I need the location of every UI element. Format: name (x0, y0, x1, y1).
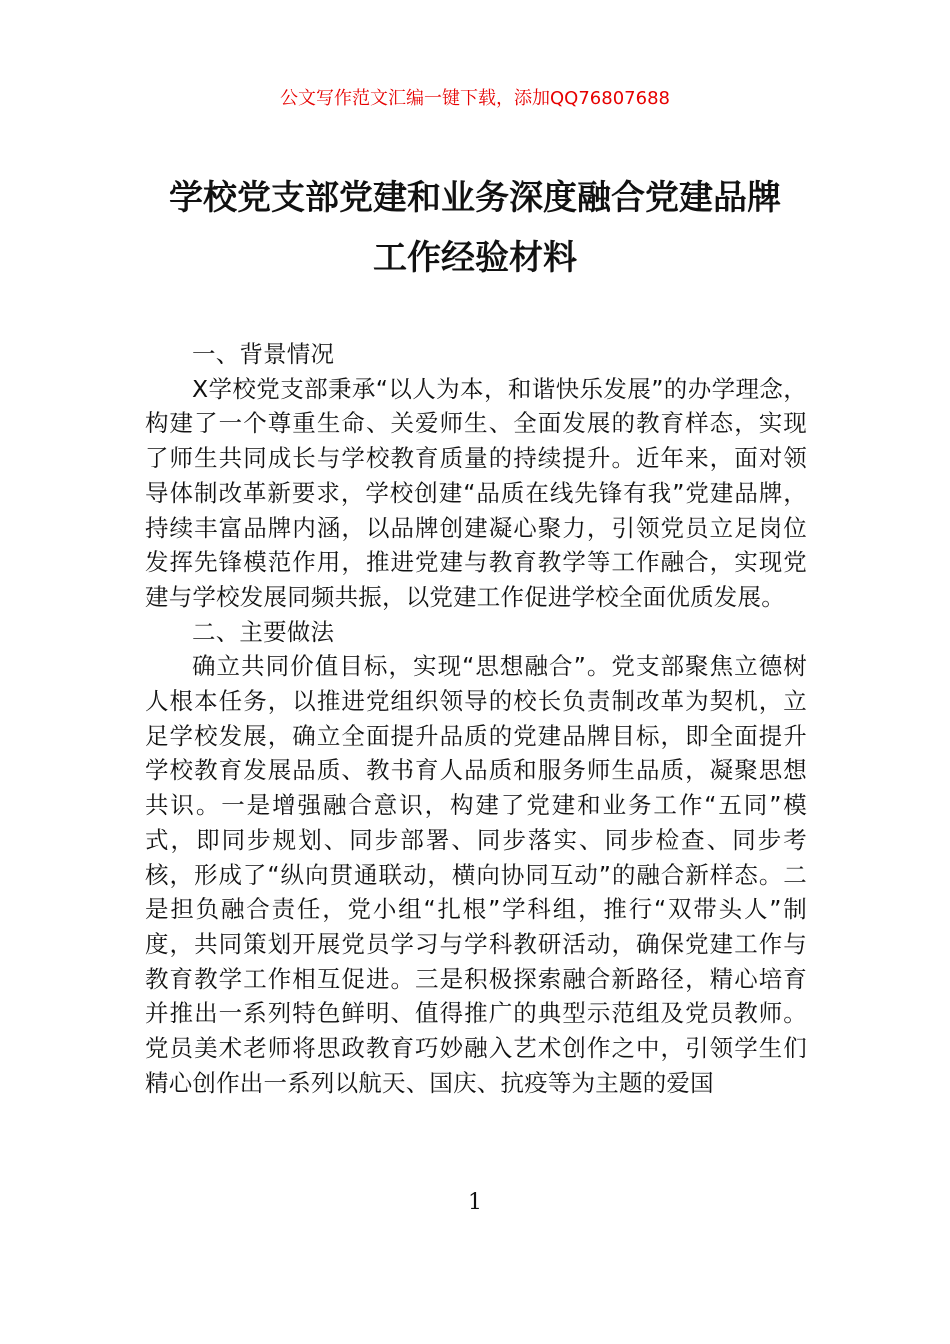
title-line-1: 学校党支部党建和业务深度融合党建品牌 (169, 178, 781, 218)
title-line-2: 工作经验材料 (373, 238, 577, 278)
document-title (145, 168, 805, 288)
section-heading-main-practices: 二、主要做法 (192, 617, 335, 646)
page-number: 1 (468, 1190, 482, 1215)
paragraph-background: X学校党支部秉承“以人为本，和谐快乐发展”的办学理念，构建了一个尊重生命、关爱师生、全面发展的教育样态，实现了师生共同成长与学校教育质量的持续提升。近年来，面对领导体制改革新要求，学校创建“品质在线先锋有我”党建品牌，持续丰富品牌内涵，以品牌创建凝心聚力，引领党员立足岗位发挥先锋模范作用，推进党建与教育教学等工作融合，实现党建与学校发展同频共振，以党建工作促进学校全面优质发展。 (145, 374, 807, 611)
download-notice: 公文写作范文汇编一键下载，添加QQ76807688 (280, 88, 670, 109)
paragraph-main-practices: 确立共同价值目标，实现“思想融合”。党支部聚焦立德树人根本任务，以推进党组织领导的校长负责制改革为契机，立足学校发展，确立全面提升品质的党建品牌目标，即全面提升学校教育发展品质、教书育人品质和服务师生品质，凝聚思想共识。一是增强融合意识，构建了党建和业务工作“五同”模式，即同步规划、同步部署、同步落实、同步检查、同步考核，形成了“纵向贯通联动，横向协同互动”的融合新样态。二是担负融合责任，党小组“扎根”学科组，推行“双带头人”制度，共同策划开展党员学习与学科教研活动，确保党建工作与教育教学工作相互促进。三是积极探索融合新路径，精心培育并推出一系列特色鲜明、值得推广的典型示范组及党员教师。党员美术老师将思政教育巧妙融入艺术创作之中，引领学生们精心创作出一系列以航天、国庆、抗疫等为主题的爱国 (145, 652, 807, 1097)
document-body (145, 337, 807, 1100)
section-heading-background: 一、背景情况 (192, 340, 335, 368)
